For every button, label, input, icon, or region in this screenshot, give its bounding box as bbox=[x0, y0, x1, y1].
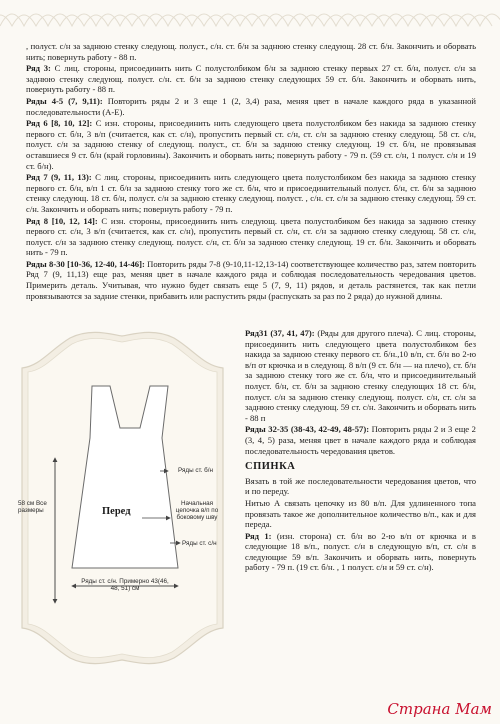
label-side-rows: Ряды ст. с/н bbox=[182, 540, 217, 547]
watermark: Страна Мам bbox=[387, 700, 492, 718]
paragraph: Ряды 4-5 (7, 9,11): Повторить ряды 2 и 3 еще 1 (2, 3,4) раза, меняя цвет в начале каждого ряда в указанной последовательности (А-Е). bbox=[26, 95, 476, 117]
paragraph: Ряды 8-30 [10-36, 12-40, 14-46]: Повторить ряды 7-8 (9-10,11-12,13-14) соответствующее количество раз, затем повторить Ряд 7 (9, 11,13) еще раз, меняя цвет в начале каждого ряда и соблюдая последовательность чередования цветов. Примерить деталь. Учитывая, что нужно будет связать еще 5 (7, 9, 11) рядов, и деталь растянется, так как петли провязываются за задние стенки, прибавить или распустить ряды (распускать за раз по 2 ряда) до нужной длины. bbox=[26, 258, 476, 301]
paragraph: , полуст. с/н за заднюю стенку следующ. полуст., с/н. ст. б/н за заднюю стенку следующ. 28 ст. б/н. Закончить и оборвать нить; повернуть работу - 88 п. bbox=[26, 41, 476, 62]
paragraph: Ряды 32-35 (38-43, 42-49, 48-57): Повторить ряды 2 и 3 еще 2 (3, 4, 5) раза, меняя цвет в начале каждого ряда и соблюдая последовательность чередования цветов. bbox=[245, 424, 476, 456]
paragraph: Ряд31 (37, 41, 47): (Ряды для другого плеча). С лиц. стороны, присоединить нить следующего цвета полустолбиком без накида за заднюю стенку первого ст. б/н.,10 в/п, ст. б/н во 2-ю в/п от крючка и в следующ. 8 в/п (9 ст. б/н — на плечо), ст. б/н за заднюю стенку того же ст. б/н, что и присоединительный полуст. б/н, ст. б/н за заднюю стенку следующих 18 ст. б/н, полуст. с/н за заднюю стенку следующ. полуст. с/н, ст. с/н за заднюю стенку следующ. 59 ст. с/н. Закончить и оборвать нить - 88 п bbox=[245, 328, 476, 423]
paragraph: Ряд 8 [10, 12, 14]: С изн. стороны, присоединить нить следующ. цвета полустолбиком без накида за заднюю стенку первого ст. с/н, 3 в/п (считается, как ст. с/н), пропустить первый ст. с/н, ст. с/н за заднюю стенку следующ. 58 ст. с/н, полуст. с/н за заднюю стенку следующ. полуст. с/н, ст. б/н за заднюю стенку следующ. 19 ст. б/н. Закончить и оборвать нить - 79 п. bbox=[26, 215, 476, 258]
paragraph: Вязать в той же последовательности чередования цветов, что и по переду. bbox=[245, 475, 476, 497]
label-chain: Начальная цепочка в/п по боковому шву bbox=[175, 500, 219, 521]
paragraph: Нитью А связать цепочку из 80 в/п. Для удлиненного топа провязать такое же дополнительное количество в/п., как и для переда. bbox=[245, 497, 476, 530]
diagram-title: Перед bbox=[102, 506, 131, 517]
section-heading: СПИНКА bbox=[245, 461, 296, 473]
label-height: 58 см Все размеры bbox=[18, 500, 47, 514]
instructions-top bbox=[26, 41, 476, 302]
schematic-diagram bbox=[10, 328, 235, 668]
paragraph: Ряд 1: (изн. сторона) ст. б/н во 2-ю в/п от крючка и в следующие 18 в/п., полуст. с/н в следующую в/п, ст. с/н в следующие 59 в/п. Закончить и оборвать нить, повернуть работу - 79 п. (19 ст. б/н. , 1 полуст. с/н и 59 ст. с/н). bbox=[245, 530, 476, 573]
paragraph: Ряд 6 [8, 10, 12]: С изн. стороны, присоединить нить следующего цвета полустолбиком без накида за заднюю стенку первого ст. б/н, 3 в/п (считается, как ст. с/н), пропустить первый ст. с/н, ст. с/н за заднюю стенку следующ. 58 ст. с/н, полуст. с/н за заднюю стенку оf следующ. полуст., ст. б/н за заднюю стенку следующ. 19 ст. б/н, не провязывая оставшиеся 9 ст. б/н (край горловины). Закончить и оборвать нить; повернуть работу - 79 п. (59 ст. с/н, 1 полуст. с/н и 19 ст. б/н). bbox=[26, 118, 477, 171]
label-top-rows: Ряды ст. б/н bbox=[178, 467, 214, 474]
instructions-right bbox=[245, 328, 476, 574]
paragraph: Ряд 7 (9, 11, 13): С лиц. стороны, присоединить нить следующего цвета полустолбиком без накида за заднюю стенку первого ст. б/н, в/п 1 ст. б/н за заднюю стенку того же ст. б/н, что и присоединительный полуст. б/н, ст. б/н за заднюю стенку следующ. 18 ст. б/н, полуст. с/н за заднюю стенку следующ. полуст. , с/н. ст. с/н за заднюю стенку следующ. 59 ст. с/н. Закончить и оборвать нить; повернуть работу - 79 п. bbox=[26, 172, 476, 214]
scalloped-border bbox=[0, 0, 500, 30]
schematic-frame bbox=[10, 328, 235, 668]
paragraph: Ряд 3: С лиц. стороны, присоединить нить С полустолбиком б/н за заднюю стенку первых 27 ст. б/н, полуст. с/н за заднюю стенку следующ. полуст. с/н. ст. б/н за заднюю стенку следующих 59 ст. б/н. Закончить и оборвать нить, повернуть работу - 88 п. bbox=[26, 63, 476, 95]
label-bottom-width: Ряды ст. с/н. Примерно 43(46, 48, 51) см bbox=[81, 578, 169, 592]
